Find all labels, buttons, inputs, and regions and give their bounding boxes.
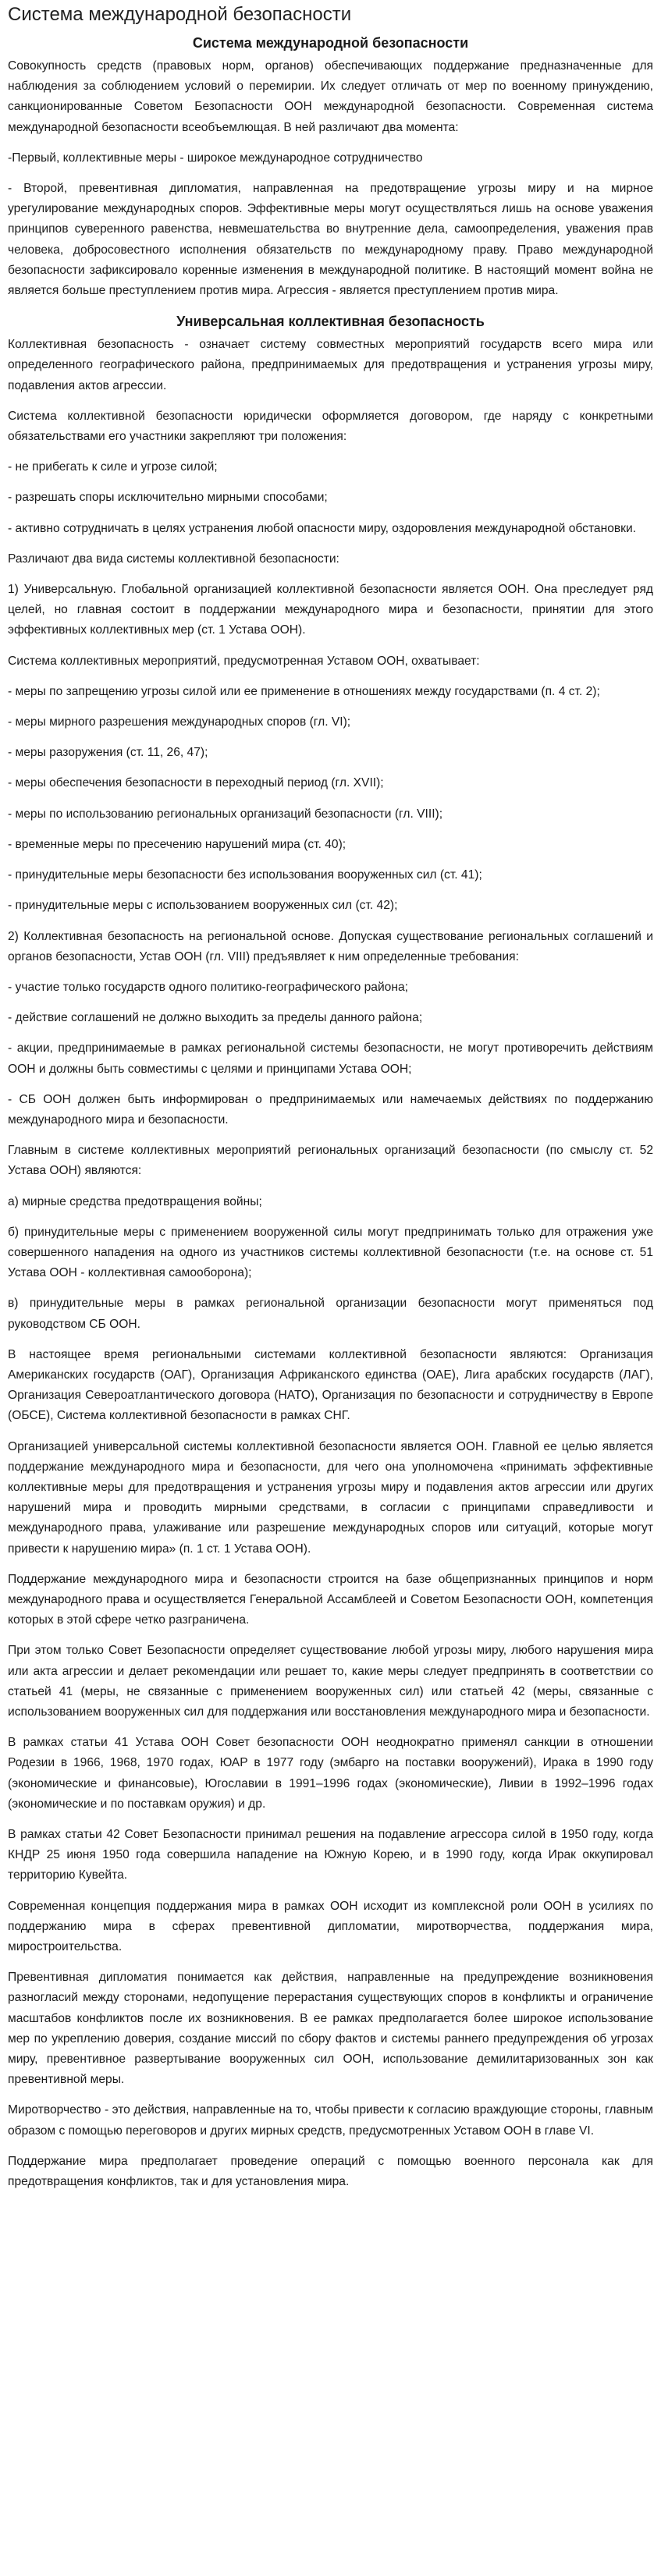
page-title: Система международной безопасности [8, 4, 352, 25]
section-body-universal [8, 335, 653, 2192]
section-heading-system: Система международной безопасности [192, 35, 469, 51]
list-item: - меры разоружения (ст. 11, 26, 47); [8, 746, 208, 760]
paragraph: Миротворчество - это действия, направленные на то, чтобы привести к согласию враждующие стороны, главным образом с помощью переговоров и других мирных средств, предусмотренных Уставом ООН в главе VI. [8, 2103, 653, 2138]
list-item: - временные меры по пресечению нарушений мира (ст. 40); [8, 837, 346, 851]
paragraph: Поддержание международного мира и безопасности строится на базе общепризнанных принципов и норм международного права и осуществляется Генеральной Ассамблеей и Советом Безопасности ООН, компетенция которых в этой сфере четко разграничена. [8, 1572, 653, 1627]
paragraph: В рамках статьи 42 Совет Безопасности принимал решения на подавление агрессора силой в 1950 году, когда КНДР 25 июня 1950 года совершила нападение на Южную Корею, и в 1990 году, когда Ирак оккупировал территорию Кувейта. [8, 1828, 653, 1882]
paragraph: Современная концепция поддержания мира в рамках ООН исходит из комплексной роли ООН в усилиях по поддержанию мира в сферах превентивной дипломатии, миротворчества, поддержания мира, миростроительства. [8, 1899, 653, 1954]
list-item: - разрешать споры исключительно мирными способами; [8, 491, 328, 505]
list-item: б) принудительные меры с применением вооруженной силы могут предпринимать только для отражения уже совершенного нападения на одного из участников системы коллективной безопасности (т.е. на основе ст. 51 Устава ООН - коллективная самооборона); [8, 1225, 653, 1280]
paragraph: Совокупность средств (правовых норм, органов) обеспечивающих поддержание предназначенные для наблюдения за соблюдением условий о перемирии. Их следует отличать от мер по военному принуждению, санкционированные Советом Безопасности ООН международной безопасности. Современная система международной безопасности всеобъемлющая. В ней различают два момента: [8, 59, 653, 134]
paragraph: При этом только Совет Безопасности определяет существование любой угрозы миру, любого нарушения мира или акта агрессии и делает рекомендации или решает то, какие меры следует предпринять в соответствии со статьей 41 (меры, не связанные с применением вооруженных сил) или статьей 42 (меры, связанные с использованием вооруженных сил для поддержания или восстановления международного мира и безопасности. [8, 1644, 653, 1719]
list-item: в) принудительные меры в рамках региональной организации безопасности могут применяться под руководством СБ ООН. [8, 1297, 653, 1331]
paragraph: Система коллективных мероприятий, предусмотренная Уставом ООН, охватывает: [8, 654, 480, 668]
list-item: - меры обеспечения безопасности в переходный период (гл. XVII); [8, 776, 384, 790]
list-item: - принудительные меры с использованием вооруженных сил (ст. 42); [8, 899, 398, 913]
list-item: - меры по использованию региональных организаций безопасности (гл. VIII); [8, 807, 443, 821]
list-item: - участие только государств одного политико-географического района; [8, 980, 408, 994]
list-item: - СБ ООН должен быть информирован о предпринимаемых или намечаемых действиях по поддержанию международного мира и безопасности. [8, 1092, 653, 1127]
paragraph: Коллективная безопасность - означает систему совместных мероприятий государств всего мира или определенного географического района, предпринимаемых для предотвращения и устранения угрозы миру, подавления актов агрессии. [8, 338, 653, 392]
article [0, 3, 661, 2192]
paragraph: Система коллективной безопасности юридически оформляется договором, где наряду с конкретными обязательствами его участники закрепляют три положения: [8, 409, 653, 444]
paragraph: В рамках статьи 41 Устава ООН Совет безопасности ООН неоднократно применял санкции в отношении Родезии в 1966, 1968, 1970 годах, ЮАР в 1977 году (эмбарго на поставки вооружений), Ирака в 1990 году (экономические и финансовые), Югославии в 1991–1996 годах (экономические), Ливии в 1992–1996 годах (экономические и по поставкам оружия) и др. [8, 1736, 653, 1811]
paragraph: В настоящее время региональными системами коллективной безопасности являются: Организация Американских государств (ОАГ), Организация Африканского единства (ОАЕ), Лига арабских государств (ЛАГ), Организация Североатлантического договора (НАТО), Организация по безопасности и сотрудничеству в Европе (ОБСЕ), Система коллективной безопасности в рамках СНГ. [8, 1347, 653, 1423]
list-item: - меры по запрещению угрозы силой или ее применение в отношениях между государствами (п. 4 ст. 2); [8, 684, 600, 698]
list-item: - принудительные меры безопасности без использования вооруженных сил (ст. 41); [8, 868, 482, 882]
paragraph: Организацией универсальной системы коллективной безопасности является ООН. Главной ее целью является поддержание международного мира и безопасности, для чего она уполномочена «принимать эффективные коллективные меры для предотвращения и устранения угрозы миру и подавления актов агрессии или других нарушений мира и проводить мирными средствами, в согласии с принципами справедливости и международного права, улаживание или разрешение международных споров или ситуаций, которые могут привести к нарушению мира» (п. 1 ст. 1 Устава ООН). [8, 1439, 653, 1556]
list-item: - меры мирного разрешения международных споров (гл. VI); [8, 715, 351, 729]
list-item: - акции, предпринимаемые в рамках региональной системы безопасности, не могут противоречить действиям ООН и должны быть совместимы с целями и принципами Устава ООН; [8, 1041, 653, 1076]
list-item: - не прибегать к силе и угрозе силой; [8, 460, 218, 474]
list-item: - активно сотрудничать в целях устранения любой опасности миру, оздоровления международной обстановки. [8, 521, 637, 535]
paragraph: 2) Коллективная безопасность на региональной основе. Допуская существование региональных соглашений и органов безопасности, Устав ООН (гл. VIII) предъявляет к ним определенные требования: [8, 929, 653, 963]
paragraph: Превентивная дипломатия понимается как действия, направленные на предупреждение возникновения разногласий между сторонами, недопущение перерастания существующих споров в конфликты и ограничение масштабов конфликтов после их возникновения. В ее рамках предполагается более широкое использование мер по укреплению доверия, создание миссий по сбору фактов и системы раннего предупреждения об угрозах миру, превентивное развертывание вооруженных сил ООН, использование демилитаризованных зон как превентивной меры. [8, 1971, 653, 2087]
section-body-system [8, 56, 653, 301]
paragraph: Поддержание мира предполагает проведение операций с помощью военного персонала как для предотвращения конфликтов, так и для установления мира. [8, 2154, 653, 2189]
list-item: - действие соглашений не должно выходить за пределы данного района; [8, 1011, 423, 1025]
paragraph: - Второй, превентивная дипломатия, направленная на предотвращение угрозы миру и на мирное урегулирование международных споров. Эффективные меры могут осуществляться лишь на основе уважения принципов суверенного равенства, невмешательства во внутренние дела, самоопределения, уважения прав человека, добросовестного исполнения обязательств по международному праву. Право международной безопасности зафиксировало коренные изменения в международной политике. В настоящий момент война не является больше преступлением против мира. Агрессия - является преступлением против мира. [8, 182, 653, 298]
section-heading-universal: Универсальная коллективная безопасность [176, 314, 485, 330]
paragraph: -Первый, коллективные меры - широкое международное сотрудничество [8, 151, 423, 165]
list-item: а) мирные средства предотвращения войны; [8, 1194, 262, 1208]
paragraph: Главным в системе коллективных мероприятий региональных организаций безопасности (по смыслу ст. 52 Устава ООН) являются: [8, 1144, 653, 1178]
paragraph: Различают два вида системы коллективной безопасности: [8, 552, 339, 566]
paragraph: 1) Универсальную. Глобальной организацией коллективной безопасности является ООН. Она преследует ряд целей, но главная состоит в поддержании международного мира и безопасности, принятии для этого эффективных коллективных мер (ст. 1 Устава ООН). [8, 583, 653, 637]
